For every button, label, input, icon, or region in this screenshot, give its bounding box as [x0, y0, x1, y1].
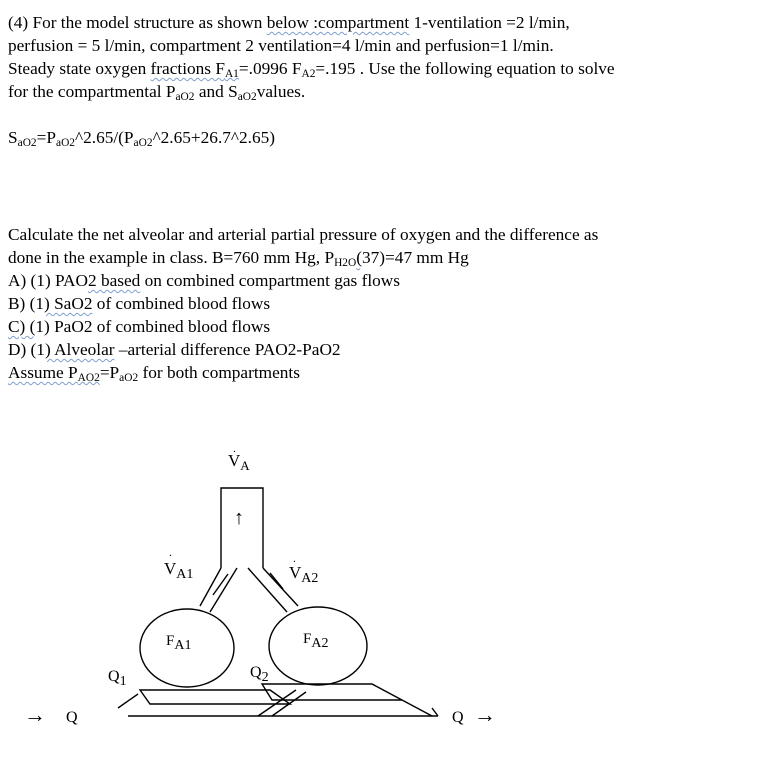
text: Assume P	[8, 363, 78, 382]
text: for the compartmental P	[8, 82, 176, 101]
text: 1-ventilation =2 l/min,	[409, 13, 570, 32]
outflow-merge	[402, 700, 432, 716]
inflow-arrow: →	[24, 702, 46, 727]
subscript: A1	[224, 68, 239, 81]
subscript: 1	[119, 674, 127, 689]
dot-mark: .	[233, 441, 236, 455]
subscript: H2O	[334, 257, 357, 270]
text: for both compartments	[138, 363, 300, 382]
text: Q	[250, 664, 262, 681]
subscript: A2	[311, 636, 329, 651]
text: Steady state oxygen	[8, 59, 151, 78]
spellcheck-text: C) (	[8, 317, 36, 336]
airway-right-inner	[248, 568, 287, 612]
fa1-label	[166, 633, 191, 653]
va-label	[228, 451, 250, 473]
text: =.195 . Use the following equation to solve	[315, 59, 615, 78]
subscript: aO2	[17, 137, 37, 150]
text: ^2.65+26.7^2.65)	[152, 128, 276, 147]
inflow-q-label: Q	[66, 709, 78, 726]
outflow-arrow: →	[474, 702, 496, 727]
outflow-tip	[432, 708, 438, 716]
subscript: A1	[176, 567, 194, 582]
subscript: A2	[301, 68, 316, 81]
text: –arterial difference PAO2-PaO2	[114, 340, 341, 359]
text: of combined blood flows	[92, 294, 271, 313]
airway-left-inner	[210, 568, 237, 612]
va2-label	[289, 563, 318, 586]
text: V	[228, 451, 241, 470]
flow-arrow-right	[270, 573, 283, 589]
problem-line-2: perfusion = 5 l/min, compartment 2 ventilation=4 l/min and perfusion=1 l/min.	[8, 36, 554, 55]
text: ^2.65/(P	[75, 128, 134, 147]
subscript: aO2	[237, 91, 257, 104]
text: F	[166, 633, 175, 649]
capillary-loop-2	[262, 684, 402, 700]
text: B) (1	[8, 294, 44, 313]
spellcheck-text: ) Alveolar	[44, 340, 115, 359]
spellcheck-text: 2 based	[88, 271, 141, 290]
subscript: aO2	[56, 137, 76, 150]
text: A) (1) PAO	[8, 271, 89, 290]
fa2-label	[303, 631, 328, 651]
subscript: A	[240, 458, 250, 473]
text: 1) PaO2 of combined blood flows	[35, 317, 271, 336]
text: D) (1	[8, 340, 45, 359]
subscript: 2	[261, 670, 269, 685]
text: (4) For the model structure as shown	[8, 13, 267, 32]
va1-label	[164, 559, 193, 582]
subscript: aO2	[133, 137, 153, 150]
outflow-q-label: Q	[452, 709, 464, 726]
text: F	[303, 631, 312, 647]
spellcheck-text: below :compartment	[266, 13, 410, 32]
text: fractions F	[150, 59, 225, 78]
text: 37)=47 mm Hg	[362, 248, 469, 267]
text: on combined compartment gas flows	[140, 271, 400, 290]
spellcheck-text: ) SaO2	[44, 294, 93, 313]
text: values.	[256, 82, 306, 101]
text: =P	[99, 363, 120, 382]
text: V	[289, 563, 302, 582]
text: S	[8, 128, 18, 147]
text: V	[164, 559, 177, 578]
text: and S	[194, 82, 238, 101]
spellcheck-text: (	[356, 248, 363, 267]
dot-mark: .	[169, 545, 172, 559]
text: =P	[36, 128, 56, 147]
calc-line-1: Calculate the net alveolar and arterial partial pressure of oxygen and the difference as	[8, 225, 599, 244]
text: =.0996 F	[238, 59, 302, 78]
subscript: aO2	[175, 91, 195, 104]
trachea-up-arrow: ↑	[234, 507, 244, 529]
subscript: A2	[301, 571, 319, 586]
subscript: A1	[174, 638, 192, 653]
q1-label	[108, 668, 127, 689]
inflow-split	[118, 694, 138, 708]
subscript: aO2	[119, 372, 139, 385]
text: done in the example in class. B=760 mm Hg, P	[8, 248, 335, 267]
q2-label	[250, 664, 269, 685]
text: Q	[108, 668, 120, 685]
subscript: AO2	[77, 372, 100, 385]
dot-mark: .	[293, 551, 296, 565]
